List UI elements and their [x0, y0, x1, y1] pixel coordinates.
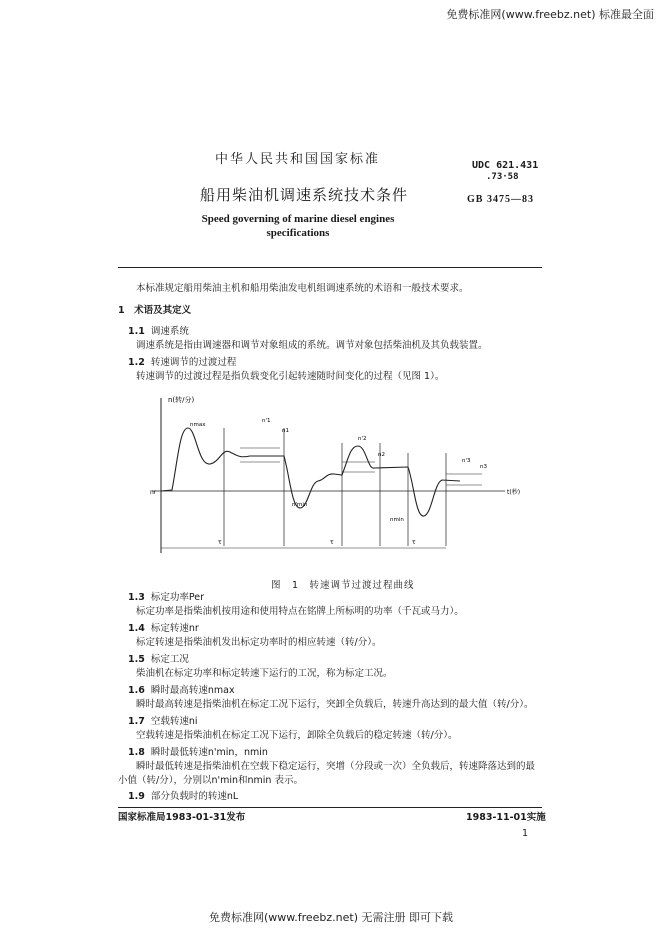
item-title: 瞬时最低转速n'min，nmin — [150, 747, 268, 758]
item-title: 标定功率Per — [150, 592, 205, 603]
item-number: 1.5 — [128, 654, 145, 665]
effective-date: 1983-11-01实施 — [466, 812, 546, 823]
n3-prime-label: n'3 — [462, 458, 471, 464]
watermark-top: 免费标准网(www.freebz.net) 标准最全面 — [446, 8, 654, 21]
header-divider — [118, 267, 542, 268]
tau-label: τ — [218, 539, 222, 546]
document-title-cn: 船用柴油机调速系统技术条件 — [200, 186, 409, 204]
nmin-prime-label: n'min — [292, 502, 308, 508]
n2-label: n2 — [378, 452, 385, 458]
intro-text: 本标准规定船用柴油主机和船用柴油发电机组调速系统的术语和一般技术要求。 — [136, 283, 469, 294]
figure-caption: 图 1 转速调节过渡过程曲线 — [271, 580, 415, 591]
document-title-en: Speed governing of marine diesel engines specifications — [201, 213, 395, 239]
transient-process-figure — [130, 388, 530, 574]
item-number: 1.7 — [128, 716, 145, 727]
n2-prime-label: n'2 — [358, 436, 367, 442]
watermark-bottom: 免费标准网(www.freebz.net) 无需注册 即可下载 — [208, 911, 454, 924]
udc-code-continued: .73·58 — [486, 172, 519, 182]
tau-label: τ — [412, 539, 416, 546]
item-title: 部分负载时的转速nL — [150, 791, 239, 802]
item-title: 瞬时最高转速nmax — [150, 685, 235, 696]
speed-curve — [161, 428, 460, 516]
section-1-title: 1 术语及其定义 — [118, 305, 192, 316]
nr-label: nr — [150, 489, 157, 496]
item-title: 转速调节的过渡过程 — [150, 357, 237, 368]
gb-number: GB 3475—83 — [467, 194, 534, 205]
item-1-1-body: 调速系统是指由调速器和调节对象组成的系统。调节对象包括柴油机及其负载装置。 — [136, 340, 488, 351]
item-title: 标定转速nr — [150, 623, 199, 634]
item-title: 调速系统 — [150, 326, 189, 337]
item-1-7-heading — [128, 716, 198, 728]
item-1-4-heading — [128, 623, 199, 635]
x-axis-label: t(秒) — [507, 489, 521, 496]
item-1-3-heading — [128, 592, 204, 604]
item-1-5-body: 柴油机在标定功率和标定转速下运行的工况，称为标定工况。 — [136, 668, 393, 679]
item-number: 1.3 — [128, 592, 145, 603]
item-number: 1.4 — [128, 623, 145, 634]
item-1-9-heading — [128, 791, 238, 803]
item-1-6-body: 瞬时最高转速是指柴油机在标定工况下运行，突卸全负载后，转速升高达到的最大值（转/分）。 — [136, 699, 534, 710]
item-1-8-body: 瞬时最低转速是指柴油机在空载下稳定运行，突增（分段或一次）全负载后，转速降落达到的最 — [136, 761, 536, 772]
item-number: 1.1 — [128, 326, 145, 337]
item-number: 1.2 — [128, 357, 145, 368]
item-1-4-body: 标定转速是指柴油机发出标定功率时的相应转速（转/分）。 — [136, 637, 382, 648]
item-title: 标定工况 — [150, 654, 189, 665]
nmin-label: nmin — [390, 517, 404, 523]
item-1-2-heading — [128, 357, 236, 369]
item-number: 1.6 — [128, 685, 145, 696]
item-1-7-body: 空载转速是指柴油机在标定工况下运行，卸除全负载后的稳定转速（转/分）。 — [136, 730, 458, 741]
item-number: 1.9 — [128, 791, 145, 802]
n3-label: n3 — [480, 464, 487, 470]
n1-prime-label: n'1 — [262, 418, 271, 424]
item-1-1-heading — [128, 326, 189, 338]
n1-label: n1 — [282, 428, 289, 434]
item-1-2-body: 转速调节的过渡过程是指负载变化引起转速随时间变化的过程（见图 1）。 — [136, 371, 445, 382]
item-1-5-heading — [128, 654, 189, 666]
issue-date: 国家标准局1983-01-31发布 — [118, 812, 246, 823]
y-axis-label: n(转/分) — [168, 396, 195, 404]
udc-code: UDC 621.431 — [472, 160, 539, 171]
item-1-8-body-continued: 小值（转/分），分别以n'min和nmin 表示。 — [118, 775, 303, 786]
item-title: 空载转速ni — [150, 716, 198, 727]
country-standard-heading: 中华人民共和国国家标准 — [215, 152, 381, 167]
tau-label: τ — [330, 539, 334, 546]
item-1-3-body: 标定功率是指柴油机按用途和使用特点在铭牌上所标明的功率（千瓦或马力）。 — [136, 606, 464, 617]
item-1-8-heading — [128, 747, 268, 759]
nmax-label: nmax — [190, 422, 206, 428]
footer-divider — [118, 807, 542, 808]
page-number: 1 — [522, 828, 529, 839]
item-number: 1.8 — [128, 747, 145, 758]
item-1-6-heading — [128, 685, 235, 697]
